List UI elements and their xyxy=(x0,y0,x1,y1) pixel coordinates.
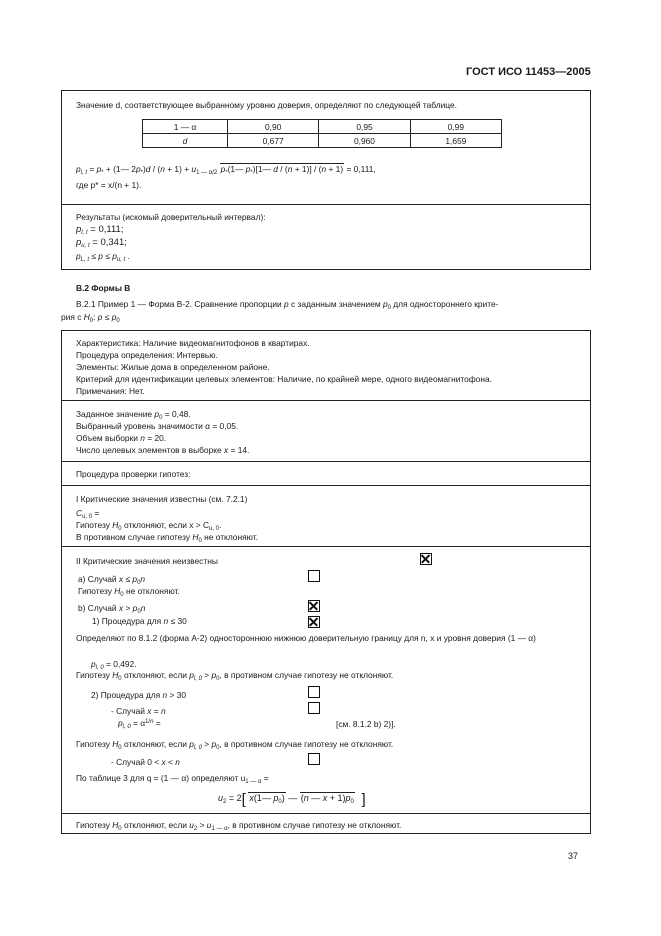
result-pl: $p_{l, t} = 0,111$; xyxy=(76,224,124,236)
divider xyxy=(61,400,591,401)
table-row xyxy=(143,134,502,148)
divider xyxy=(61,546,591,547)
result-pl-value: = 0,111; xyxy=(90,224,124,235)
u2-formula: $u_2 = 2$[ x(1— $p_0$) — (n — $x + 1)p_0$ ] xyxy=(218,791,366,808)
reject-line-2: Гипотезу $H_0$ отклоняют, если $p_{l, 0} > p_0$, в противном случае гипотезу не отклоняют. xyxy=(76,739,394,751)
proc1-checkbox[interactable] xyxy=(308,616,320,628)
page-number: 37 xyxy=(568,851,579,861)
table-cell: 0,90 xyxy=(228,120,319,134)
elements-line: Элементы: Жилые дома в определенном районе. xyxy=(76,362,270,372)
table-cell: 0,960 xyxy=(319,134,410,148)
known-reject-line: Гипотезу $H_0$ отклоняют, если $x > C_{u, 0}$. xyxy=(76,520,222,532)
ref-812: [см. 8.1.2 b) 2)]. xyxy=(336,719,396,729)
section-intro-line1: В.2.1 Пример 1 — Форма В-2. Сравнение пропорции p с заданным значением $p_0$ для одностороннего крите- xyxy=(76,299,499,311)
table-cell: 1 — α xyxy=(143,120,228,134)
table-row xyxy=(143,120,502,134)
procedure-line: Процедура определения: Интервью. xyxy=(76,350,218,360)
proc2-line: 2) Процедура для n > 30 xyxy=(91,690,187,700)
divider xyxy=(61,813,591,814)
case-0xn-line: - Случай 0 < x < n xyxy=(111,757,180,767)
proc2-checkbox[interactable] xyxy=(308,686,320,698)
n-line: Объем выборки n = 20. xyxy=(76,433,167,443)
proc1-text: Определяют по 8.1.2 (форма А-2) одностороннюю нижнюю доверительную границу для n, x и уровня доверия (1 — α) xyxy=(76,633,536,643)
alpha-line: Выбранный уровень значимости α = 0,05. xyxy=(76,421,239,431)
n-value: = 20. xyxy=(147,433,167,443)
proc1-line: 1) Процедура для n ≤ 30 xyxy=(92,616,187,626)
known-else-text: не отклоняют. xyxy=(204,532,258,542)
results-title: Результаты (искомый доверительный интервал): xyxy=(76,212,266,222)
alpha-value: = 0,05. xyxy=(212,421,239,431)
formula-result: = 0,111, xyxy=(346,164,376,174)
else-text: , в противном случае гипотезу не отклоняют. xyxy=(219,739,394,749)
x-value: = 14. xyxy=(230,445,250,455)
characteristic-line: Характеристика: Наличие видеомагнитофонов в квартирах. xyxy=(76,338,310,348)
known-reject-text: отклоняют, если x > C xyxy=(123,520,210,530)
table3-text: По таблице 3 для q = (1 — α) определяют u xyxy=(76,773,246,783)
table3-line: По таблице 3 для q = (1 — α) определяют $u_{1 — \alpha}$ = xyxy=(76,773,269,785)
final-reject-line: Гипотезу $H_0$ отклоняют, если $u_2 > u_{1 — \alpha}$, в противном случае гипотезу не отклоняют. xyxy=(76,820,402,832)
reject-text: отклоняют, если xyxy=(123,739,187,749)
case-a-checkbox[interactable] xyxy=(308,570,320,582)
criterion-line: Критерий для идентификации целевых элементов: Наличие, по крайней мере, одного видеомагнитофона. xyxy=(76,374,492,384)
pl0-alpha-line: $p_{l, 0} = \alpha^{1/n}$ = xyxy=(118,718,161,730)
unknown-title: II Критические значения неизвестны xyxy=(76,556,218,566)
case-xn-line: - Случай x = n xyxy=(111,706,166,716)
reject-line-1: Гипотезу $H_0$ отклоняют, если $p_{l, 0} > p_0$, в противном случае гипотезу не отклоняют. xyxy=(76,670,394,682)
reject-text: отклоняют, если xyxy=(123,670,187,680)
p0-line: Заданное значение $p_0 = 0,48$. xyxy=(76,409,191,421)
pl0-value: = 0,492. xyxy=(106,659,137,669)
test-procedure-line: Процедура проверки гипотез: xyxy=(76,469,191,479)
pl-formula: $p_{l, t} = p_*$ + (1— $2p_*)d / (n + 1) + u_{1 — \alpha/2}$ $p_*(1—$ $p_*)[1—$ d / (n + 1)] / (n + 1) = 0,111, xyxy=(76,164,376,176)
divider xyxy=(61,485,591,486)
table-cell: 0,677 xyxy=(228,134,319,148)
page-header-title: ГОСТ ИСО 11453—2005 xyxy=(466,66,591,78)
result-interval: $p_{L, t} \le p \le p_{u, t}$ . xyxy=(76,251,130,263)
d-intro-text: Значение d, соответствующее выбранному уровню доверия, определяют по следующей таблице. xyxy=(76,100,457,110)
known-c-line: $C_{u, 0}$ = xyxy=(76,508,100,520)
divider xyxy=(61,461,591,462)
case-b-line: b) Случай $x > p_0n$ xyxy=(78,603,146,615)
divider xyxy=(61,204,591,205)
section-intro-line2: рия с $H_0$: $p \le p_0$ xyxy=(61,312,120,324)
table-cell: 0,95 xyxy=(319,120,410,134)
unknown-checkbox[interactable] xyxy=(420,553,432,565)
table-cell: 0,99 xyxy=(410,120,501,134)
p0-value: = 0,48. xyxy=(164,409,191,419)
known-title: I Критические значения известны (см. 7.2.1) xyxy=(76,494,248,504)
case-a-result-text: не отклоняют. xyxy=(125,586,180,596)
result-pu: $p_{u, t} = 0,341$; xyxy=(76,237,127,249)
case-0xn-checkbox[interactable] xyxy=(308,753,320,765)
d-value-table xyxy=(142,119,502,148)
x-line: Число целевых элементов в выборке x = 14. xyxy=(76,445,250,455)
case-a-line: a) Случай $x \le p_0n$ xyxy=(78,574,146,586)
notes-line: Примечания: Нет. xyxy=(76,386,145,396)
result-pu-value: = 0,341; xyxy=(92,237,127,248)
case-b-checkbox[interactable] xyxy=(308,600,320,612)
else-text: , в противном случае гипотезу не отклоняют. xyxy=(219,670,394,680)
pl0-line: $p_{l, 0} = 0,492$. xyxy=(91,659,137,671)
table-cell: 1,659 xyxy=(410,134,501,148)
section-heading: В.2 Формы В xyxy=(76,283,131,293)
case-xn-checkbox[interactable] xyxy=(308,702,320,714)
table-cell: d xyxy=(143,134,228,148)
known-else-line: В противном случае гипотезу $H_0$ не отклоняют. xyxy=(76,532,258,544)
formula-where: где p* = x/(n + 1). xyxy=(76,180,142,190)
case-a-result: Гипотезу $H_0$ не отклоняют. xyxy=(78,586,180,598)
